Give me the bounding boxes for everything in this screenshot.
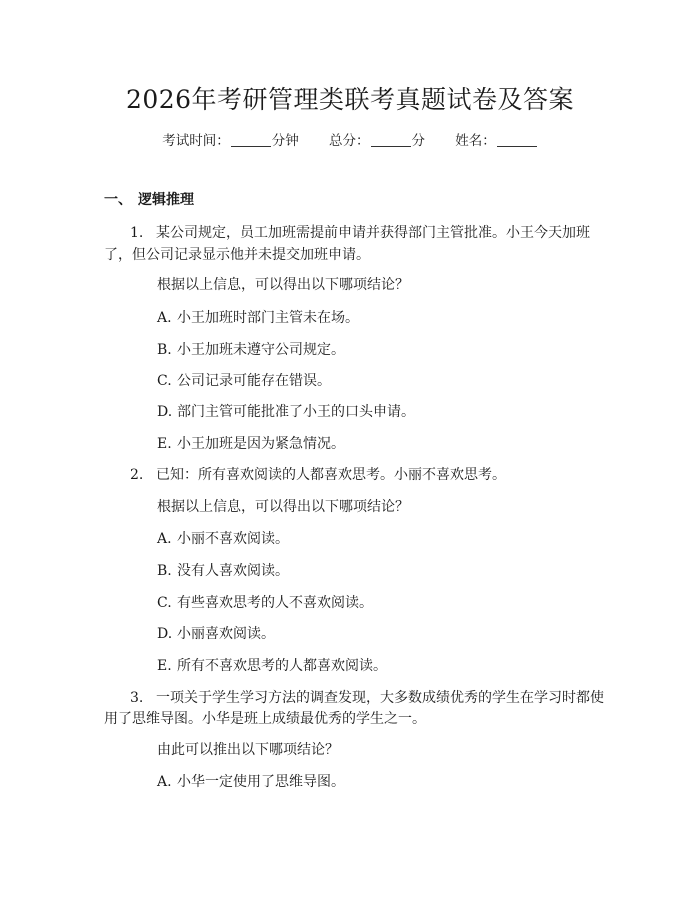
time-field xyxy=(162,131,299,151)
option-1c xyxy=(157,371,331,391)
option-letter: A. xyxy=(157,774,172,790)
option-text: 有些喜欢思考的人不喜欢阅读。 xyxy=(177,595,373,611)
question-number: 1. xyxy=(130,225,144,241)
question-1-stem-cont: 了，但公司记录显示他并未提交加班申请。 xyxy=(104,247,370,263)
score-label: 总分： xyxy=(329,133,370,149)
option-text: 没有人喜欢阅读。 xyxy=(177,563,289,579)
option-text: 小王加班未遵守公司规定。 xyxy=(177,342,345,358)
section-heading xyxy=(104,190,194,210)
question-2-prompt: 根据以上信息，可以得出以下哪项结论？ xyxy=(157,499,409,515)
option-letter: C. xyxy=(157,373,172,389)
option-text: 小丽不喜欢阅读。 xyxy=(177,531,289,547)
question-3-stem xyxy=(130,688,604,708)
option-3a xyxy=(157,772,345,792)
option-text: 小王加班是因为紧急情况。 xyxy=(177,436,345,452)
section-title: 逻辑推理 xyxy=(138,192,194,208)
option-2d xyxy=(157,624,275,644)
option-letter: B. xyxy=(157,563,172,579)
option-2c xyxy=(157,593,373,613)
option-text: 小丽喜欢阅读。 xyxy=(177,626,275,642)
question-3-stem-cont: 用了思维导图。小华是班上成绩最优秀的学生之一。 xyxy=(104,711,426,727)
question-1-stem xyxy=(130,223,590,243)
option-letter: C. xyxy=(157,595,172,611)
time-label: 考试时间： xyxy=(162,133,230,149)
option-letter: A. xyxy=(157,310,172,326)
question-number: 3. xyxy=(130,690,144,706)
option-text: 公司记录可能存在错误。 xyxy=(177,373,331,389)
question-text: 某公司规定，员工加班需提前申请并获得部门主管批准。小王今天加班 xyxy=(156,225,590,241)
page-title: 2026年考研管理类联考真题试卷及答案 xyxy=(125,85,575,114)
option-text: 部门主管可能批准了小王的口头申请。 xyxy=(177,404,415,420)
option-letter: B. xyxy=(157,342,172,358)
score-field xyxy=(329,131,425,151)
question-text: 已知：所有喜欢阅读的人都喜欢思考。小丽不喜欢思考。 xyxy=(156,467,506,483)
option-letter: A. xyxy=(157,531,172,547)
option-2e xyxy=(157,656,387,676)
option-letter: D. xyxy=(157,404,173,420)
option-letter: E. xyxy=(157,658,172,674)
option-1b xyxy=(157,340,345,360)
name-field xyxy=(455,131,538,151)
time-blank xyxy=(231,132,271,147)
option-1a xyxy=(157,308,359,328)
option-1e xyxy=(157,434,345,454)
option-text: 小王加班时部门主管未在场。 xyxy=(177,310,359,326)
score-blank xyxy=(371,132,411,147)
exam-meta xyxy=(0,131,700,151)
name-blank xyxy=(497,132,537,147)
question-1-prompt: 根据以上信息，可以得出以下哪项结论？ xyxy=(157,277,409,293)
section-number: 一、 xyxy=(104,192,132,208)
name-label: 姓名： xyxy=(455,133,496,149)
question-number: 2. xyxy=(130,467,144,483)
option-2b xyxy=(157,561,289,581)
option-letter: D. xyxy=(157,626,173,642)
option-text: 所有不喜欢思考的人都喜欢阅读。 xyxy=(177,658,387,674)
option-1d xyxy=(157,402,415,422)
score-unit: 分 xyxy=(411,133,425,149)
question-2-stem xyxy=(130,465,506,485)
time-unit: 分钟 xyxy=(271,133,299,149)
option-2a xyxy=(157,529,289,549)
question-text: 一项关于学生学习方法的调查发现，大多数成绩优秀的学生在学习时都使 xyxy=(156,690,604,706)
option-letter: E. xyxy=(157,436,172,452)
option-text: 小华一定使用了思维导图。 xyxy=(177,774,345,790)
question-3-prompt: 由此可以推出以下哪项结论？ xyxy=(157,742,339,758)
